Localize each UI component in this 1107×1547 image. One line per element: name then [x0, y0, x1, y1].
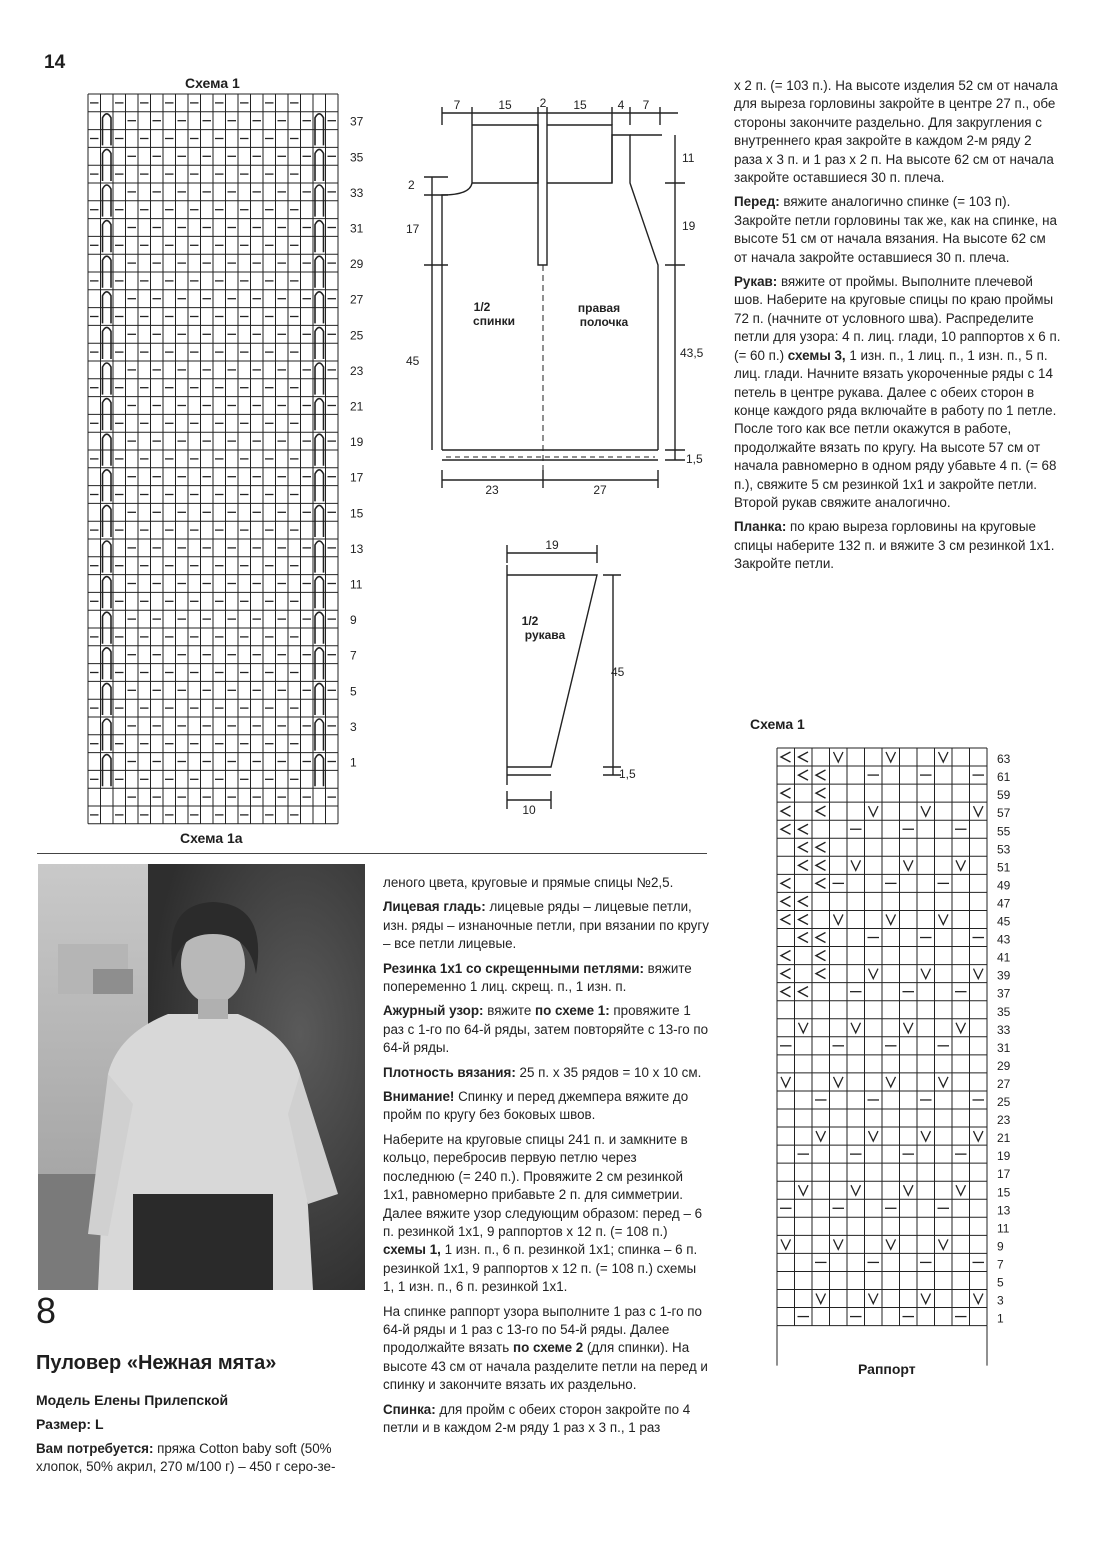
- model-title: Пуловер «Нежная мята»: [36, 1352, 277, 1374]
- rib-paragraph: Резинка 1х1 со скрещенными петлями: вяжите попеременно 1 лиц. скрещ. п., 1 изн. п.: [383, 960, 692, 995]
- chart-left-row-5: 5: [350, 684, 357, 699]
- page-number: 14: [44, 52, 66, 73]
- model-number: 8: [36, 1290, 57, 1331]
- dim-2-top: 2: [539, 96, 547, 110]
- chart-right-row-35: 35: [997, 1004, 1011, 1019]
- chart-right-row-27: 27: [997, 1076, 1011, 1091]
- back-continued: х 2 п. (= 103 п.). На высоте изделия 52 см от начала для выреза горловины закройте в центре 27 п., обе стороны закончите раздельно. Для закругления с внутреннего края закройте в каждом 2-м ряду 2 раза х 3 п. и 1 раз х 2 п. На высоте 62 см от начала закройте оставшиеся 30 п. плеча.: [734, 78, 1058, 186]
- chart-left-row-13: 13: [350, 541, 364, 556]
- chart-left-row-7: 7: [350, 648, 357, 663]
- body-pattern-diagram: [400, 95, 720, 500]
- chart-left-row-35: 35: [350, 150, 364, 165]
- label-back: спинки: [473, 314, 515, 328]
- chart-right-row-37: 37: [997, 986, 1011, 1001]
- chart-right-row-29: 29: [997, 1058, 1011, 1073]
- dim-43-5: 43,5: [680, 346, 704, 360]
- chart-right-row-47: 47: [997, 896, 1011, 911]
- label-front-2: полочка: [579, 315, 629, 329]
- dim-17: 17: [406, 222, 420, 236]
- chart-left-row-17: 17: [350, 470, 364, 485]
- dim-19: 19: [682, 219, 696, 233]
- chart-left-row-31: 31: [350, 221, 364, 236]
- dim-23: 23: [485, 483, 499, 497]
- dim-1-5: 1,5: [686, 452, 703, 466]
- chart-left-row-9: 9: [350, 613, 357, 628]
- dim-15-right: 15: [573, 98, 587, 112]
- front-paragraph: Перед: вяжите аналогично спинке (= 103 п). Закройте петли горловины так же, как на спинке, на высоте 51 см от начала вязания. На высоте 62 см от начала закройте оставшиеся 30 п. плеча.: [734, 194, 1057, 265]
- chart-left-bottom-title: Схема 1а: [180, 830, 243, 846]
- chart-right-row-13: 13: [997, 1203, 1011, 1218]
- lace-paragraph: Ажурный узор: вяжите по схеме 1: провяжите 1 раз с 1-го по 64-й ряды, затем повторяйте с 13-го по 64-й ряды.: [383, 1003, 709, 1056]
- sleeve-pattern-diagram: [495, 535, 655, 820]
- sleeve-dim-1-5: 1,5: [619, 767, 636, 781]
- sleeve-label-fraction: 1/2: [521, 614, 539, 628]
- chart-right-row-55: 55: [997, 824, 1011, 839]
- chart-left-title: Схема 1: [185, 75, 240, 91]
- sleeve-dim-10: 10: [522, 803, 536, 817]
- model-size: Размер: L: [36, 1416, 104, 1432]
- chart-right-row-23: 23: [997, 1113, 1011, 1128]
- sleeve-dim-45: 45: [611, 665, 625, 679]
- model-photo: [38, 864, 365, 1290]
- chart-right-row-41: 41: [997, 950, 1011, 965]
- chart-right-row-15: 15: [997, 1185, 1011, 1200]
- chart-right-row-53: 53: [997, 842, 1011, 857]
- chart-left-row-23: 23: [350, 363, 364, 378]
- chart-right-row-51: 51: [997, 860, 1011, 875]
- gauge-paragraph: Плотность вязания: 25 п. х 35 рядов = 10 х 10 см.: [383, 1064, 702, 1080]
- chart-right-grid: [775, 746, 1065, 1386]
- chart-right-row-39: 39: [997, 968, 1011, 983]
- chart-right-row-1: 1: [997, 1311, 1004, 1326]
- chart-left-row-25: 25: [350, 328, 364, 343]
- chart-left-row-15: 15: [350, 506, 364, 521]
- chart-right-row-45: 45: [997, 914, 1011, 929]
- cast-on-paragraph: Наберите на круговые спицы 241 п. и замкните в кольцо, перебросив первую петлю через последнюю (= 240 п.). Провяжите 2 см резинкой 1х1, равномерно прибавьте 2 п. для симметрии. Далее вяжите узор следующим образом: перед – 6 п. резинкой 1х1, 9 раппортов х 12 п. (= 108 п.) схемы 1, 1 изн. п., 6 п. резинкой 1х1; спинка – 6 п. резинкой 1х1, 9 раппортов х 12 п. (= 108 п.) схемы 1, 1 изн. п., 6 п. резинкой 1х1.: [383, 1131, 703, 1295]
- materials-continued: леного цвета, круговые и прямые спицы №2,5.: [383, 875, 674, 890]
- chart-left-row-27: 27: [350, 292, 364, 307]
- dim-4: 4: [617, 98, 625, 112]
- dim-45: 45: [406, 354, 420, 368]
- dim-7-right: 7: [642, 98, 650, 112]
- sleeve-label: рукава: [524, 628, 566, 642]
- dim-27: 27: [593, 483, 607, 497]
- chart-left-row-37: 37: [350, 114, 364, 129]
- attention-paragraph: Внимание! Спинку и перед джемпера вяжите до пройм по кругу без боковых швов.: [383, 1089, 689, 1123]
- section-divider: [37, 853, 707, 854]
- sleeve-dim-19: 19: [545, 538, 559, 552]
- back-paragraph: Спинка: для пройм с обеих сторон закройте по 4 петли и в каждом 2-м ряду 1 раз х 3 п., 1 раз: [383, 1401, 691, 1435]
- materials-paragraph: Вам потребуется: пряжа Cotton baby soft (50% хлопок, 50% акрил, 270 м/100 г) – 450 г серо-зе-: [36, 1441, 336, 1475]
- chart-right-row-33: 33: [997, 1022, 1011, 1037]
- middle-column-text: [383, 874, 709, 1443]
- dim-7-left: 7: [453, 98, 461, 112]
- chart-right-row-11: 11: [997, 1221, 1010, 1236]
- chart-left-row-33: 33: [350, 185, 364, 200]
- chart-left-row-19: 19: [350, 435, 364, 450]
- chart-left-row-3: 3: [350, 719, 357, 734]
- chart-right-row-63: 63: [997, 752, 1011, 767]
- chart-right-row-7: 7: [997, 1257, 1004, 1272]
- chart-right-row-9: 9: [997, 1239, 1004, 1254]
- chart-right-title: Схема 1: [750, 716, 805, 732]
- chart-right-row-43: 43: [997, 932, 1011, 947]
- label-back-fraction: 1/2: [473, 300, 491, 314]
- chart-left-row-21: 21: [350, 399, 364, 414]
- chart-right-row-5: 5: [997, 1275, 1004, 1290]
- label-front: правая: [577, 301, 621, 315]
- chart-left-row-1: 1: [350, 755, 357, 770]
- chart-right-row-31: 31: [997, 1040, 1011, 1055]
- chart-left-row-29: 29: [350, 257, 364, 272]
- chart-right-row-19: 19: [997, 1149, 1011, 1164]
- dim-11: 11: [682, 151, 695, 165]
- dim-15-left: 15: [498, 98, 512, 112]
- chart-right-row-21: 21: [997, 1131, 1011, 1146]
- chart-left-row-11: 11: [350, 577, 363, 592]
- chart-right-row-57: 57: [997, 806, 1011, 821]
- repeat-paragraph: На спинке раппорт узора выполните 1 раз с 1-го по 64-й ряды и 1 раз с 13-го по 54-й ряды. Далее продолжайте вязать по схеме 2 (для спинки). На высоте 43 см от начала разделите петли на перед и спинку и закончите вязать их раздельно.: [383, 1303, 708, 1393]
- chart-right-footer: Раппорт: [858, 1361, 916, 1377]
- sleeve-paragraph: Рукав: вяжите от проймы. Выполните плечевой шов. Наберите на круговые спицы по краю проймы 72 п. (начните от условного шва). Распределите петли для узора: 4 п. лиц. глади, 10 раппортов х 6 п. (= 60 п.) схемы 3, 1 изн. п., 1 лиц. п., 1 изн. п., 5 п. лиц. глади. Начните вязать укороченные ряды с 14 петель в центре рукава. Далее с обеих сторон в конце каждого ряда включайте в работу по 1 петле. После того как все петли окажутся в работе, продолжайте вязать по кругу. На высоте 57 см от начала равномерно в одном ряду убавьте 4 п. (= 68 п.), свяжите 5 см резинкой 1х1 и закройте петли. Второй рукав свяжите аналогично.: [734, 274, 1061, 510]
- chart-left-grid: [80, 90, 370, 830]
- chart-right-row-59: 59: [997, 788, 1011, 803]
- chart-right-row-61: 61: [997, 770, 1011, 785]
- chart-right-row-25: 25: [997, 1095, 1011, 1109]
- chart-right-row-3: 3: [997, 1293, 1004, 1308]
- right-column-text: [734, 77, 1062, 580]
- model-author: Модель Елены Прилепской: [36, 1392, 229, 1408]
- chart-right-row-49: 49: [997, 878, 1011, 893]
- band-paragraph: Планка: по краю выреза горловины на круговые спицы наберите 132 п. и вяжите 3 см резинкой 1х1. Закройте петли.: [734, 519, 1055, 572]
- stockinette-paragraph: Лицевая гладь: лицевые ряды – лицевые петли, изн. ряды – изнаночные петли, при вязании по кругу – все петли лицевые.: [383, 899, 709, 952]
- dim-2-side: 2: [408, 178, 415, 192]
- chart-right-row-17: 17: [997, 1167, 1011, 1182]
